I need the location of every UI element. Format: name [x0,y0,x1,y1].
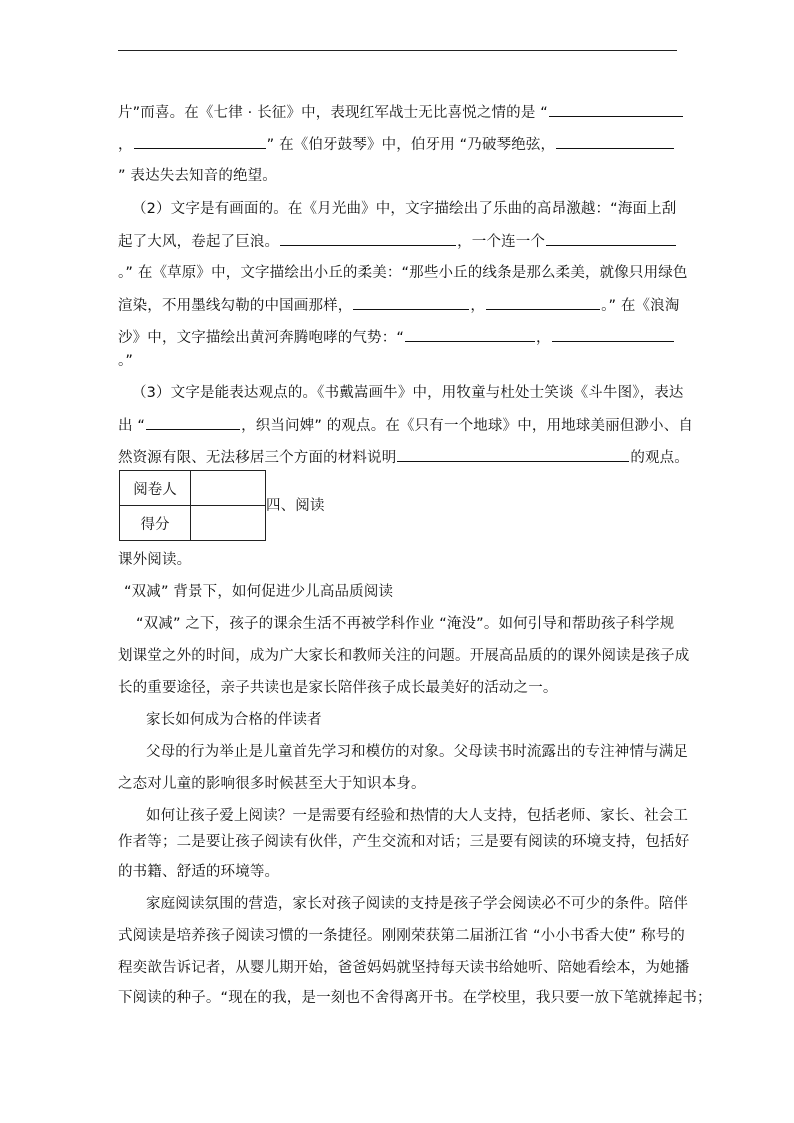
answer-blank[interactable] [397,447,629,462]
article-line: 作者等；二是要让孩子阅读有伙伴，产生交流和对话；三是要有阅读的环境支持，包括好 [118,834,690,850]
grader-label: 阅卷人 [120,471,191,506]
question-line [118,263,688,283]
answer-blank[interactable] [486,295,600,310]
question-text: ， [536,330,551,346]
question-line [132,383,684,403]
article-line: 下阅读的种子。“现在的我，是一刻也不舍得离开书。在学校里，我只要一放下笔就捧起书； [118,990,712,1006]
score-label: 得分 [120,506,191,541]
article-line: 如何让孩子爱上阅读？一是需要有经验和热情的大人支持，包括老师、家长、社会工 [146,808,689,824]
answer-blank[interactable] [556,134,674,149]
section-title: 四、阅读 [266,498,325,514]
subsection-label: 课外阅读。 [118,552,192,568]
question-text: （2）文字是有画面的。在《月光曲》中，文字描绘出了乐曲的高昂激越：“海面上刮 [132,201,677,217]
answer-blank[interactable] [552,327,674,342]
question-line [118,447,689,468]
answer-blank[interactable] [353,295,469,310]
score-cell[interactable] [191,506,266,541]
article-line: 式阅读是培养孩子阅读习惯的一条捷径。刚刚荣获第二届浙江省 “小小书香大使” 称号的 [118,928,685,944]
question-line [118,102,684,123]
article-line: 父母的行为举止是儿童首先学习和模仿的对象。父母读书时流露出的专注神情与满足 [146,744,689,760]
question-text: 。” 在《浪淘 [601,298,680,314]
question-line [118,166,277,186]
question-text: 渲染，不用墨线勾勒的中国画那样， [118,298,353,314]
question-line [118,415,693,436]
question-text: （3）文字是能表达观点的。《书戴嵩画牛》中，用牧童与杜处士笑谈《斗牛图》，表达 [132,385,684,401]
question-text: 沙》中，文字描绘出黄河奔腾咆哮的气势：“ [118,330,405,346]
article-line: 之态对儿童的影响很多时候甚至大于知识本身。 [118,776,426,792]
article-heading: 家长如何成为合格的伴读者 [146,712,322,728]
header-rule [118,50,677,51]
question-text: ” 表达失去知音的绝望。 [118,168,277,184]
article-line: 家庭阅读氛围的营造，家长对孩子阅读的支持是孩子学会阅读必不可少的条件。陪伴 [146,896,689,912]
answer-blank[interactable] [146,415,240,430]
article-line: 划课堂之外的时间，成为广大家长和教师关注的问题。开展高品质的的课外阅读是孩子成 [118,648,690,664]
answer-blank[interactable] [134,134,266,149]
question-text: 的观点。 [630,450,689,466]
score-table [119,470,266,541]
question-text: 然资源有限、无法移居三个方面的材料说明 [118,450,397,466]
question-line [118,231,677,252]
question-text: 起了大风，卷起了巨浪。 [118,234,280,250]
article-line: “双减” 之下，孩子的课余生活不再被学科作业 “淹没”。如何引导和帮助孩子科学规 [136,616,675,632]
article-line: 的书籍、舒适的环境等。 [118,864,280,880]
answer-blank[interactable] [546,231,676,246]
question-line [118,351,133,371]
grader-cell[interactable] [191,471,266,506]
article-line: 长的重要途径，亲子共读也是家长陪伴孩子成长最美好的活动之一。 [118,680,558,696]
article-line: 程奕歆告诉记者，从婴儿期开始，爸爸妈妈就坚持每天读书给她听、陪她看绘本，为她播 [118,960,690,976]
question-line [118,295,679,316]
answer-blank[interactable] [280,231,456,246]
question-text: 片”而喜。在《七律 · 长征》中，表现红军战士无比喜悦之情的是 “ [118,105,548,121]
question-text: ，织当问婢” 的观点。在《只有一个地球》中，用地球美丽但渺小、自 [241,418,693,434]
question-text: ，一个连一个 [457,234,546,250]
question-text: 。” [118,353,134,369]
question-line [118,134,675,155]
answer-blank[interactable] [405,327,535,342]
question-text: 。” 在《草原》中，文字描绘出小丘的柔美：“那些小丘的线条是那么柔美，就像只用绿色 [118,265,688,281]
answer-blank[interactable] [549,102,683,117]
question-text: ” 在《伯牙鼓琴》中，伯牙用 “乃破琴绝弦， [266,137,556,153]
question-text: ， [470,298,486,314]
question-line [118,327,675,348]
question-text: ， [118,137,133,153]
article-title: “双减” 背景下，如何促进少儿高品质阅读 [124,584,394,600]
question-text: 出 “ [118,418,146,434]
question-line [132,199,676,219]
